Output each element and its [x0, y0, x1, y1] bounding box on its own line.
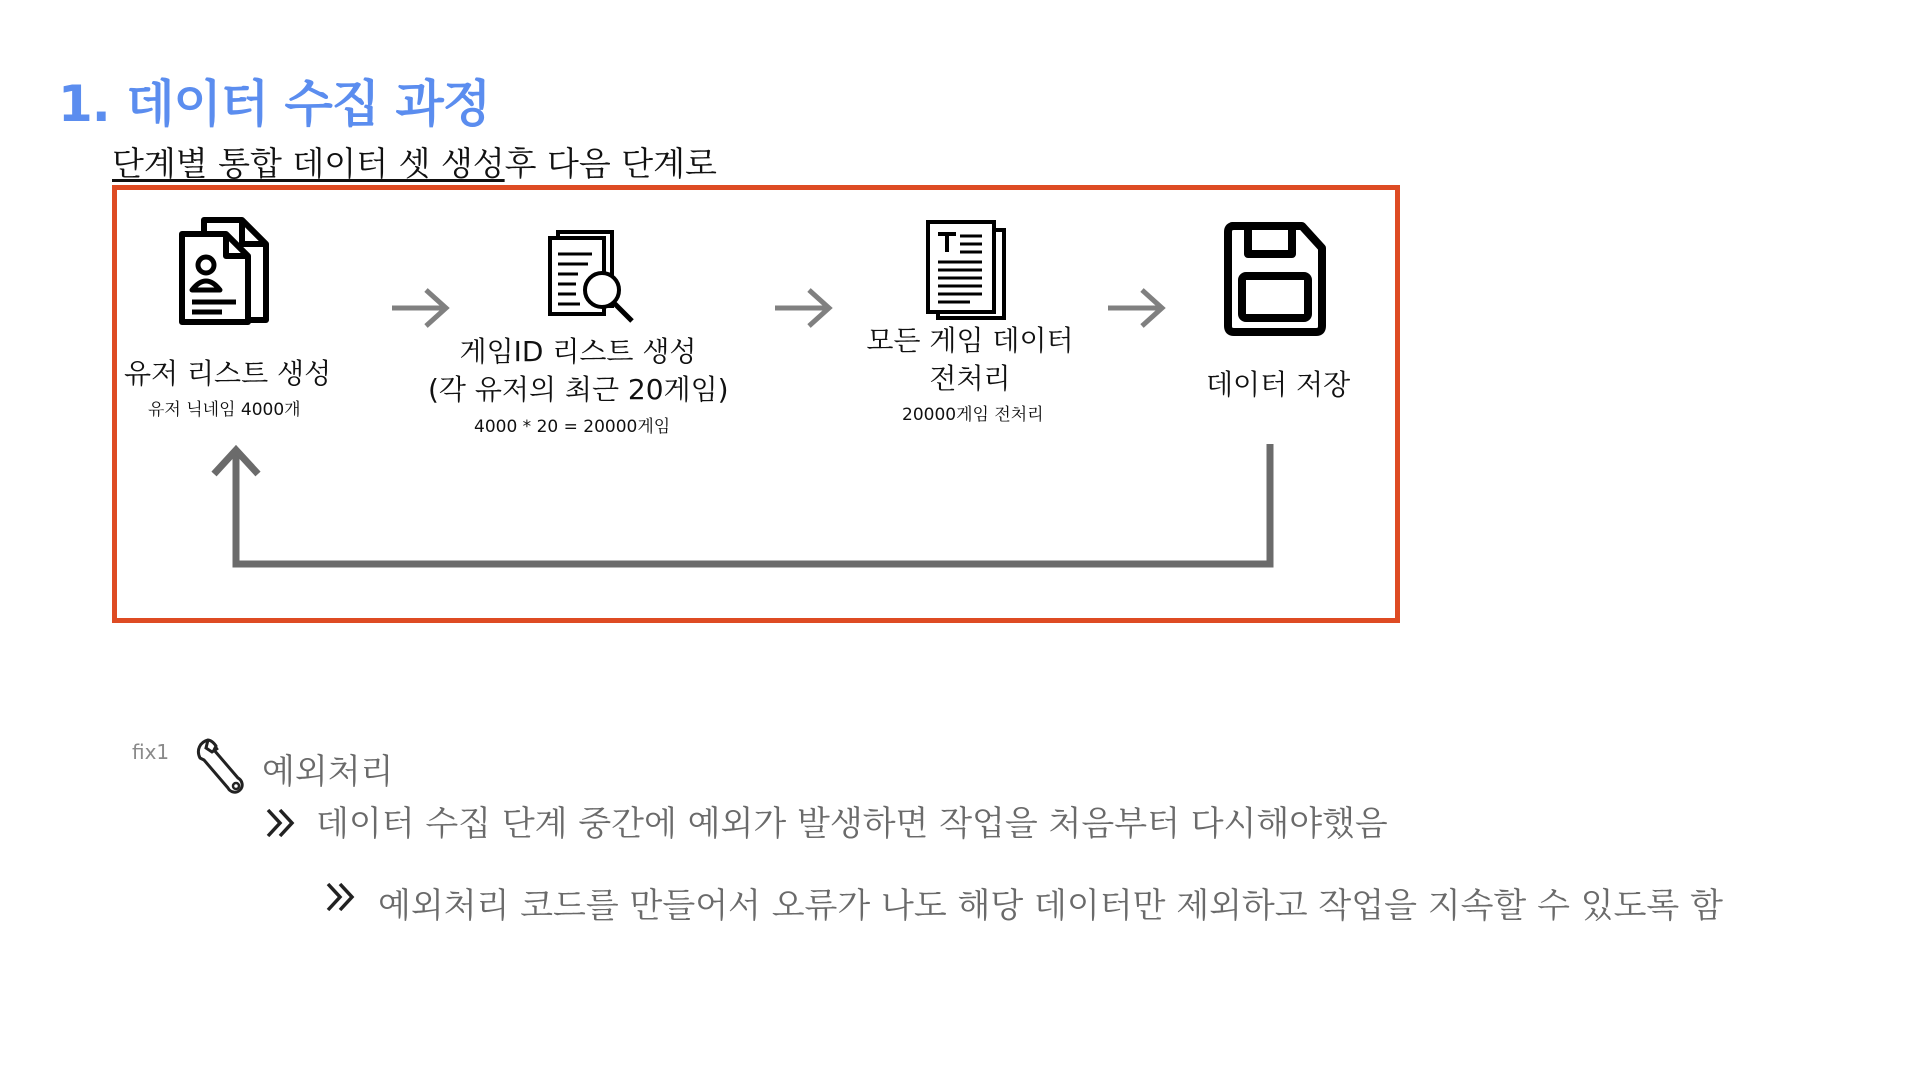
- page-subtitle: [112, 138, 717, 185]
- exception-problem: 데이터 수집 단계 중간에 예외가 발생하면 작업을 처음부터 다시해야했음: [316, 804, 1388, 844]
- exception-title: 예외처리: [262, 752, 394, 792]
- step-3-label-line1: 모든 게임 데이터: [866, 324, 1074, 357]
- page-title: 1. 데이터 수집 과정: [58, 75, 491, 133]
- loop-back-arrow-icon: [208, 440, 1288, 570]
- exception-solution: 예외처리 코드를 만들어서 오류가 나도 해당 데이터만 제외하고 작업을 지속할 수 있도록 함: [378, 886, 1723, 926]
- document-search-icon: [546, 228, 638, 324]
- step-1-sub: 유저 닉네임 4000개: [148, 400, 301, 420]
- save-disk-icon: [1222, 220, 1328, 336]
- text-document-icon: [924, 220, 1010, 322]
- step-2-label: [428, 333, 728, 409]
- step-2-label-line2: (각 유저의 최근 20게임): [428, 373, 729, 406]
- arrow-right-icon: [390, 286, 450, 330]
- step-4-label: 데이터 저장: [1206, 368, 1351, 401]
- subtitle-underlined: 단계별 통합 데이터 셋 생성: [112, 144, 505, 183]
- wrench-icon: [194, 736, 246, 798]
- user-document-icon: [176, 210, 272, 328]
- step-1-label: 유저 리스트 생성: [124, 357, 332, 390]
- step-2-sub: 4000 * 20 = 20000게임: [474, 417, 671, 437]
- fix-tag: fix1: [132, 740, 170, 764]
- double-chevron-right-icon: [264, 806, 300, 840]
- step-2-label-line1: 게임ID 리스트 생성: [459, 335, 697, 368]
- arrow-right-icon: [1106, 286, 1166, 330]
- step-3-label-line2: 전처리: [929, 362, 1011, 395]
- step-3-sub: 20000게임 전처리: [902, 405, 1044, 425]
- step-3-label: [820, 322, 1120, 398]
- subtitle-rest: 후 다음 단계로: [504, 144, 717, 183]
- double-chevron-right-icon: [324, 880, 360, 914]
